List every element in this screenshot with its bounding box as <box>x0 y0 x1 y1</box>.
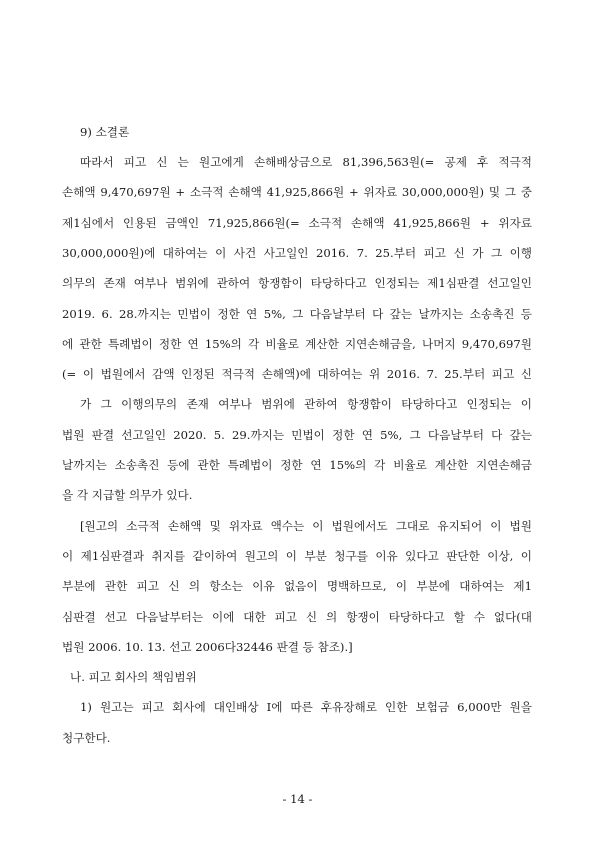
bracket-note-line: 법원 2006. 10. 13. 선고 2006다32446 판결 등 참조).] <box>62 640 353 654</box>
bracket-note-line: 부분에 관한 피고 신 의 항소는 이유 없음이 명백하므로, 이 부분에 대하여는 제1 <box>62 579 532 593</box>
body-line: 손해액 9,470,697원 + 소극적 손해액 41,925,866원 + 위자료 30,000,000원) 및 그 중 <box>62 185 532 199</box>
body-line: 청구한다. <box>62 731 111 745</box>
bracket-note-line: 심판결 선고 다음날부터는 이에 대한 피고 신 의 항쟁이 타당하다고 할 수 없다(대 <box>62 610 532 624</box>
body-line: 의무의 존재 여부나 범위에 관하여 항쟁함이 타당하다고 인정되는 제1심판결 선고일인 <box>62 276 532 290</box>
body-line: 제1심에서 인용된 금액인 71,925,866원(= 소극적 손해액 41,925,866원 + 위자료 <box>62 216 532 230</box>
page-number: - 14 - <box>282 792 313 806</box>
body-line: 따라서 피고 신 는 원고에게 손해배상금으로 81,396,563원(= 공제 후 적극적 <box>80 155 532 169</box>
section-heading-conclusion: 9) 소결론 <box>80 125 130 139</box>
body-line: 을 각 지급할 의무가 있다. <box>62 488 193 502</box>
body-line: 법원 판결 선고일인 2020. 5. 29.까지는 민법이 정한 연 5%, 그 다음날부터 다 갚는 <box>62 428 532 442</box>
body-line: 에 관한 특례법이 정한 연 15%의 각 비율로 계산한 지연손해금을, 나머지 9,470,697원 <box>62 337 532 351</box>
body-line: 30,000,000원)에 대하여는 이 사건 사고일인 2016. 7. 25.부터 피고 신 가 그 이행 <box>62 246 532 260</box>
bracket-note-line: 이 제1심판결과 취지를 같이하여 원고의 이 부분 청구를 이유 있다고 판단한 이상, 이 <box>62 549 532 563</box>
body-line: 2019. 6. 28.까지는 민법이 정한 연 5%, 그 다음날부터 다 갚는 날까지는 소송촉진 등 <box>62 307 532 321</box>
body-line: 1) 원고는 피고 회사에 대인배상 I에 따른 후유장해로 인한 보험금 6,000만 원을 <box>80 700 532 714</box>
section-heading-company-liability: 나. 피고 회사의 책임범위 <box>70 670 197 684</box>
body-line: (= 이 법원에서 감액 인정된 적극적 손해액)에 대하여는 위 2016. 7. 25.부터 피고 신 <box>62 367 532 381</box>
body-line: 날까지는 소송촉진 등에 관한 특례법이 정한 연 15%의 각 비율로 계산한 지연손해금 <box>62 458 532 472</box>
bracket-note-line: [원고의 소극적 손해액 및 위자료 액수는 이 법원에서도 그대로 유지되어 이 법원 <box>80 519 532 533</box>
body-line: 가 그 이행의무의 존재 여부나 범위에 관하여 항쟁함이 타당하다고 인정되는 이 <box>80 397 532 411</box>
